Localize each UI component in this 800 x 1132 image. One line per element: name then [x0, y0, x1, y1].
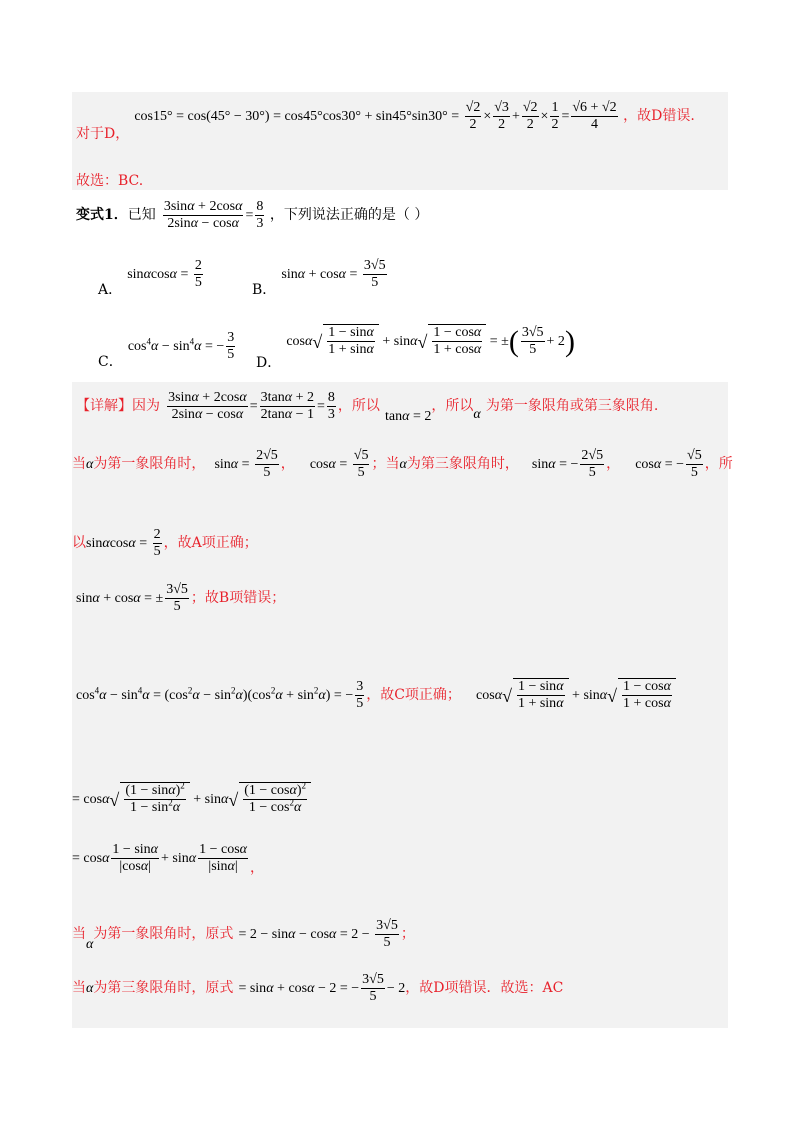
d-formula: cos15° = cos(45° − 30°) = cos45°cos30° + sin45°sin30° = $\frac{√2}{2}$ × $\frac{√3}{2}$ + $\frac{√2}{2}$ × $\frac{1}{2}$ = $\frac{√6 + √2}{4}$: [134, 100, 617, 133]
solution-line-5: $\cos^4\alpha - \sin^4\alpha = (\cos^2\alpha - \sin^2\alpha)(\cos^2\alpha + \sin^2\alpha)$ = − $\frac{3}{5}$ ，故C项正确； cosα√ $\frac{1 - \sin\alpha}{1 + \sin\alpha}$ + sinα√ $\frac{1 - \cos\alpha}{1 + \cos\alpha}$: [76, 678, 676, 712]
solution-line-8: 当α为第一象限角时，原式 = 2 − sinα − cosα = 2 − $\frac{3√5}{5}$ ；: [72, 918, 415, 952]
option-d: D． cosα√ $\frac{1 - \sin\alpha}{1 + \sin\alpha}$ + sinα√ $\frac{1 - \cos\alpha}{1 + \cos\alpha}$ = ±( $\frac{3√5}{5}$ + 2): [256, 324, 575, 371]
variant-prefix: 已知: [127, 206, 156, 223]
variant-suffix: ，下列说法正确的是（ ）: [269, 206, 429, 223]
d-conclusion: ，故D错误.: [623, 107, 695, 124]
solution-line-1: 【详解】因为 $\frac{3\sin\alpha + 2\cos\alpha}{2\sin\alpha - \cos\alpha}$ = $\frac{3\tan\alpha + 2}{2\tan\alpha - 1}$ = $\frac{8}{3}$ ，所以 tanα = 2，所以α 为第一象限角或第三象限角.: [76, 390, 659, 424]
solution-line-4: sinα + cosα = ± $\frac{3√5}{5}$ ；故B项错误；: [76, 582, 286, 615]
solution-line-7: = cosα $\frac{1 - \sin\alpha}{|\cos\alpha|}$ + sinα $\frac{1 - \cos\alpha}{|\sin\alpha|}$ ，: [72, 842, 265, 876]
solution-line-2: 当α为第一象限角时， sinα = $\frac{2√5}{5}$ ， cosα = $\frac{√5}{5}$ ；当α为第三象限角时， sinα = − $\frac{2√5}{5}$ ， cosα = − $\frac{√5}{5}$ ，所: [72, 448, 733, 481]
option-a: A． sinαcosα = $\frac{2}{5}$: [98, 258, 202, 298]
option-b: B． sinα + cosα = $\frac{3√5}{5}$: [252, 258, 386, 298]
variant-question: 变式1．已知 $\frac{3\sin\alpha + 2\cos\alpha}{2\sin\alpha - \cos\alpha}$ = $\frac{8}{3}$ ，下列说法正确的是（ ）: [76, 199, 429, 232]
option-c: C． $\cos^4\alpha - \sin^4\alpha$ = − $\frac{3}{5}$: [98, 330, 235, 370]
d-label: 对于D，: [76, 125, 130, 142]
line-d-check: [76, 100, 695, 142]
variant-label: 变式1．: [76, 206, 128, 223]
choose-bc: 故选：BC.: [76, 173, 144, 189]
solution-line-6: = cosα√ $\frac{(1 - \sin\alpha)^2}{1 - \sin^2\alpha}$ + sinα√ $\frac{(1 - \cos\alpha)^2}{1 - \cos^2\alpha}$: [72, 782, 311, 816]
solution-line-9: 当α为第三象限角时，原式 = sinα + cosα − 2 = − $\frac{3√5}{5}$ − 2，故D项错误．故选：AC: [72, 972, 564, 1005]
solution-line-3: 以sinαcosα = $\frac{2}{5}$ ，故A项正确；: [72, 527, 258, 560]
